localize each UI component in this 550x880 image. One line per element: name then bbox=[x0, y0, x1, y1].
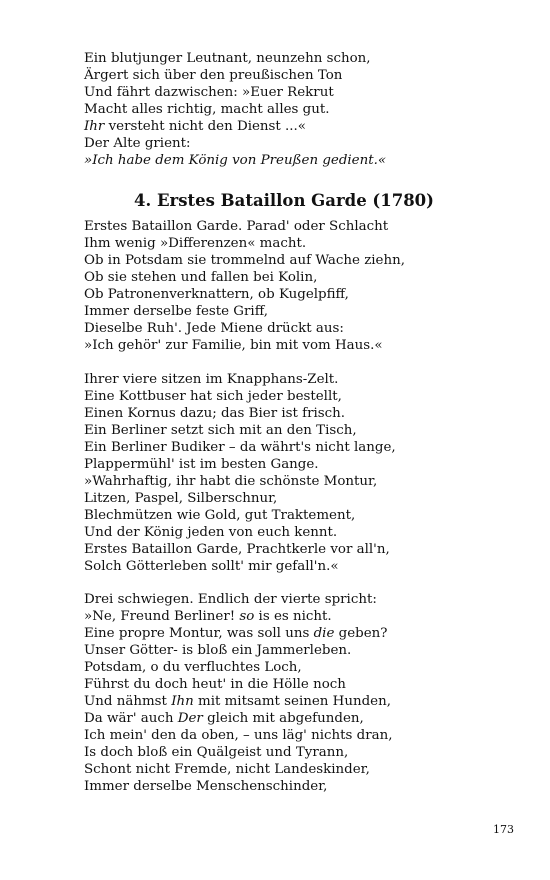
emphasis: Der bbox=[177, 711, 203, 726]
verse-line: Litzen, Paspel, Silberschnur, bbox=[84, 491, 278, 506]
verse-line: Erstes Bataillon Garde. Parad' oder Schlacht bbox=[84, 219, 389, 234]
verse-line: Erstes Bataillon Garde, Prachtkerle vor all'n, bbox=[84, 542, 390, 557]
verse-text: geben? bbox=[334, 626, 388, 641]
stanza-top bbox=[84, 50, 484, 169]
verse-line: Ihm wenig »Differenzen« macht. bbox=[84, 236, 307, 251]
verse-line: Immer derselbe Menschenschinder, bbox=[84, 779, 328, 794]
verse-line: Ob sie stehen und fallen bei Kolin, bbox=[84, 270, 318, 285]
verse-text: mit mitsamt seinen Hunden, bbox=[193, 694, 391, 709]
verse-line: Ein Berliner setzt sich mit an den Tisch, bbox=[84, 423, 357, 438]
verse-line: Einen Kornus dazu; das Bier ist frisch. bbox=[84, 406, 346, 421]
verse-line bbox=[84, 118, 484, 135]
verse-line: Blechmützen wie Gold, gut Traktement, bbox=[84, 508, 356, 523]
verse-line: Ein blutjunger Leutnant, neunzehn schon, bbox=[84, 51, 371, 66]
verse-line: Ein Berliner Budiker – da währt's nicht lange, bbox=[84, 440, 396, 455]
verse-line: Dieselbe Ruh'. Jede Miene drückt aus: bbox=[84, 321, 344, 336]
verse-line: Und der König jeden von euch kennt. bbox=[84, 525, 338, 540]
verse-line: Führst du doch heut' in die Hölle noch bbox=[84, 677, 346, 692]
verse-line bbox=[84, 625, 484, 642]
verse-line: Is doch bloß ein Quälgeist und Tyrann, bbox=[84, 745, 349, 760]
verse-line: Drei schwiegen. Endlich der vierte spricht: bbox=[84, 592, 377, 607]
verse-line: Unser Götter- is bloß ein Jammerleben. bbox=[84, 643, 352, 658]
verse-text: versteht nicht den Dienst ...« bbox=[104, 119, 306, 134]
verse-line: Potsdam, o du verfluchtes Loch, bbox=[84, 660, 302, 675]
emphasis: Ihr bbox=[84, 119, 105, 134]
verse-line: Immer derselbe feste Griff, bbox=[84, 304, 268, 319]
stanza-3 bbox=[84, 591, 484, 795]
verse-line: »Wahrhaftig, ihr habt die schönste Montur, bbox=[84, 474, 378, 489]
verse-line: »Ich gehör' zur Familie, bin mit vom Haus.« bbox=[84, 338, 383, 353]
verse-line: »Ich habe dem König von Preußen gedient.« bbox=[84, 153, 387, 168]
verse-text: Eine propre Montur, was soll uns bbox=[84, 626, 314, 641]
stanza-2 bbox=[84, 371, 484, 575]
verse-line: Plappermühl' ist im besten Gange. bbox=[84, 457, 319, 472]
verse-line: Schont nicht Fremde, nicht Landeskinder, bbox=[84, 762, 370, 777]
verse-text: »Ne, Freund Berliner! bbox=[84, 609, 240, 624]
verse-line: Ob Patronenverknattern, ob Kugelpfiff, bbox=[84, 287, 349, 302]
verse-line: Ob in Potsdam sie trommelnd auf Wache ziehn, bbox=[84, 253, 405, 268]
stanza-1 bbox=[84, 218, 484, 354]
verse-line bbox=[84, 608, 484, 625]
page-number: 173 bbox=[493, 823, 514, 836]
verse-line: Der Alte grient: bbox=[84, 136, 191, 151]
verse-line: Ich mein' den da oben, – uns läg' nichts dran, bbox=[84, 728, 393, 743]
emphasis: so bbox=[239, 609, 255, 624]
verse-text: Und nähmst bbox=[84, 694, 172, 709]
verse-line: Macht alles richtig, macht alles gut. bbox=[84, 102, 330, 117]
verse-line: Ihrer viere sitzen im Knapphans-Zelt. bbox=[84, 372, 339, 387]
emphasis: Ihn bbox=[171, 694, 194, 709]
verse-line: Ärgert sich über den preußischen Ton bbox=[84, 68, 343, 83]
verse-line: Eine Kottbuser hat sich jeder bestellt, bbox=[84, 389, 342, 404]
verse-line: Solch Götterleben sollt' mir gefall'n.« bbox=[84, 559, 339, 574]
emphasis: die bbox=[313, 626, 335, 641]
section-heading: 4. Erstes Bataillon Garde (1780) bbox=[134, 191, 434, 210]
verse-text: Da wär' auch bbox=[84, 711, 178, 726]
verse-line: Und fährt dazwischen: »Euer Rekrut bbox=[84, 85, 334, 100]
verse-line bbox=[84, 693, 484, 710]
verse-text: gleich mit abgefunden, bbox=[202, 711, 364, 726]
verse-line bbox=[84, 710, 484, 727]
verse-text: is es nicht. bbox=[254, 609, 332, 624]
